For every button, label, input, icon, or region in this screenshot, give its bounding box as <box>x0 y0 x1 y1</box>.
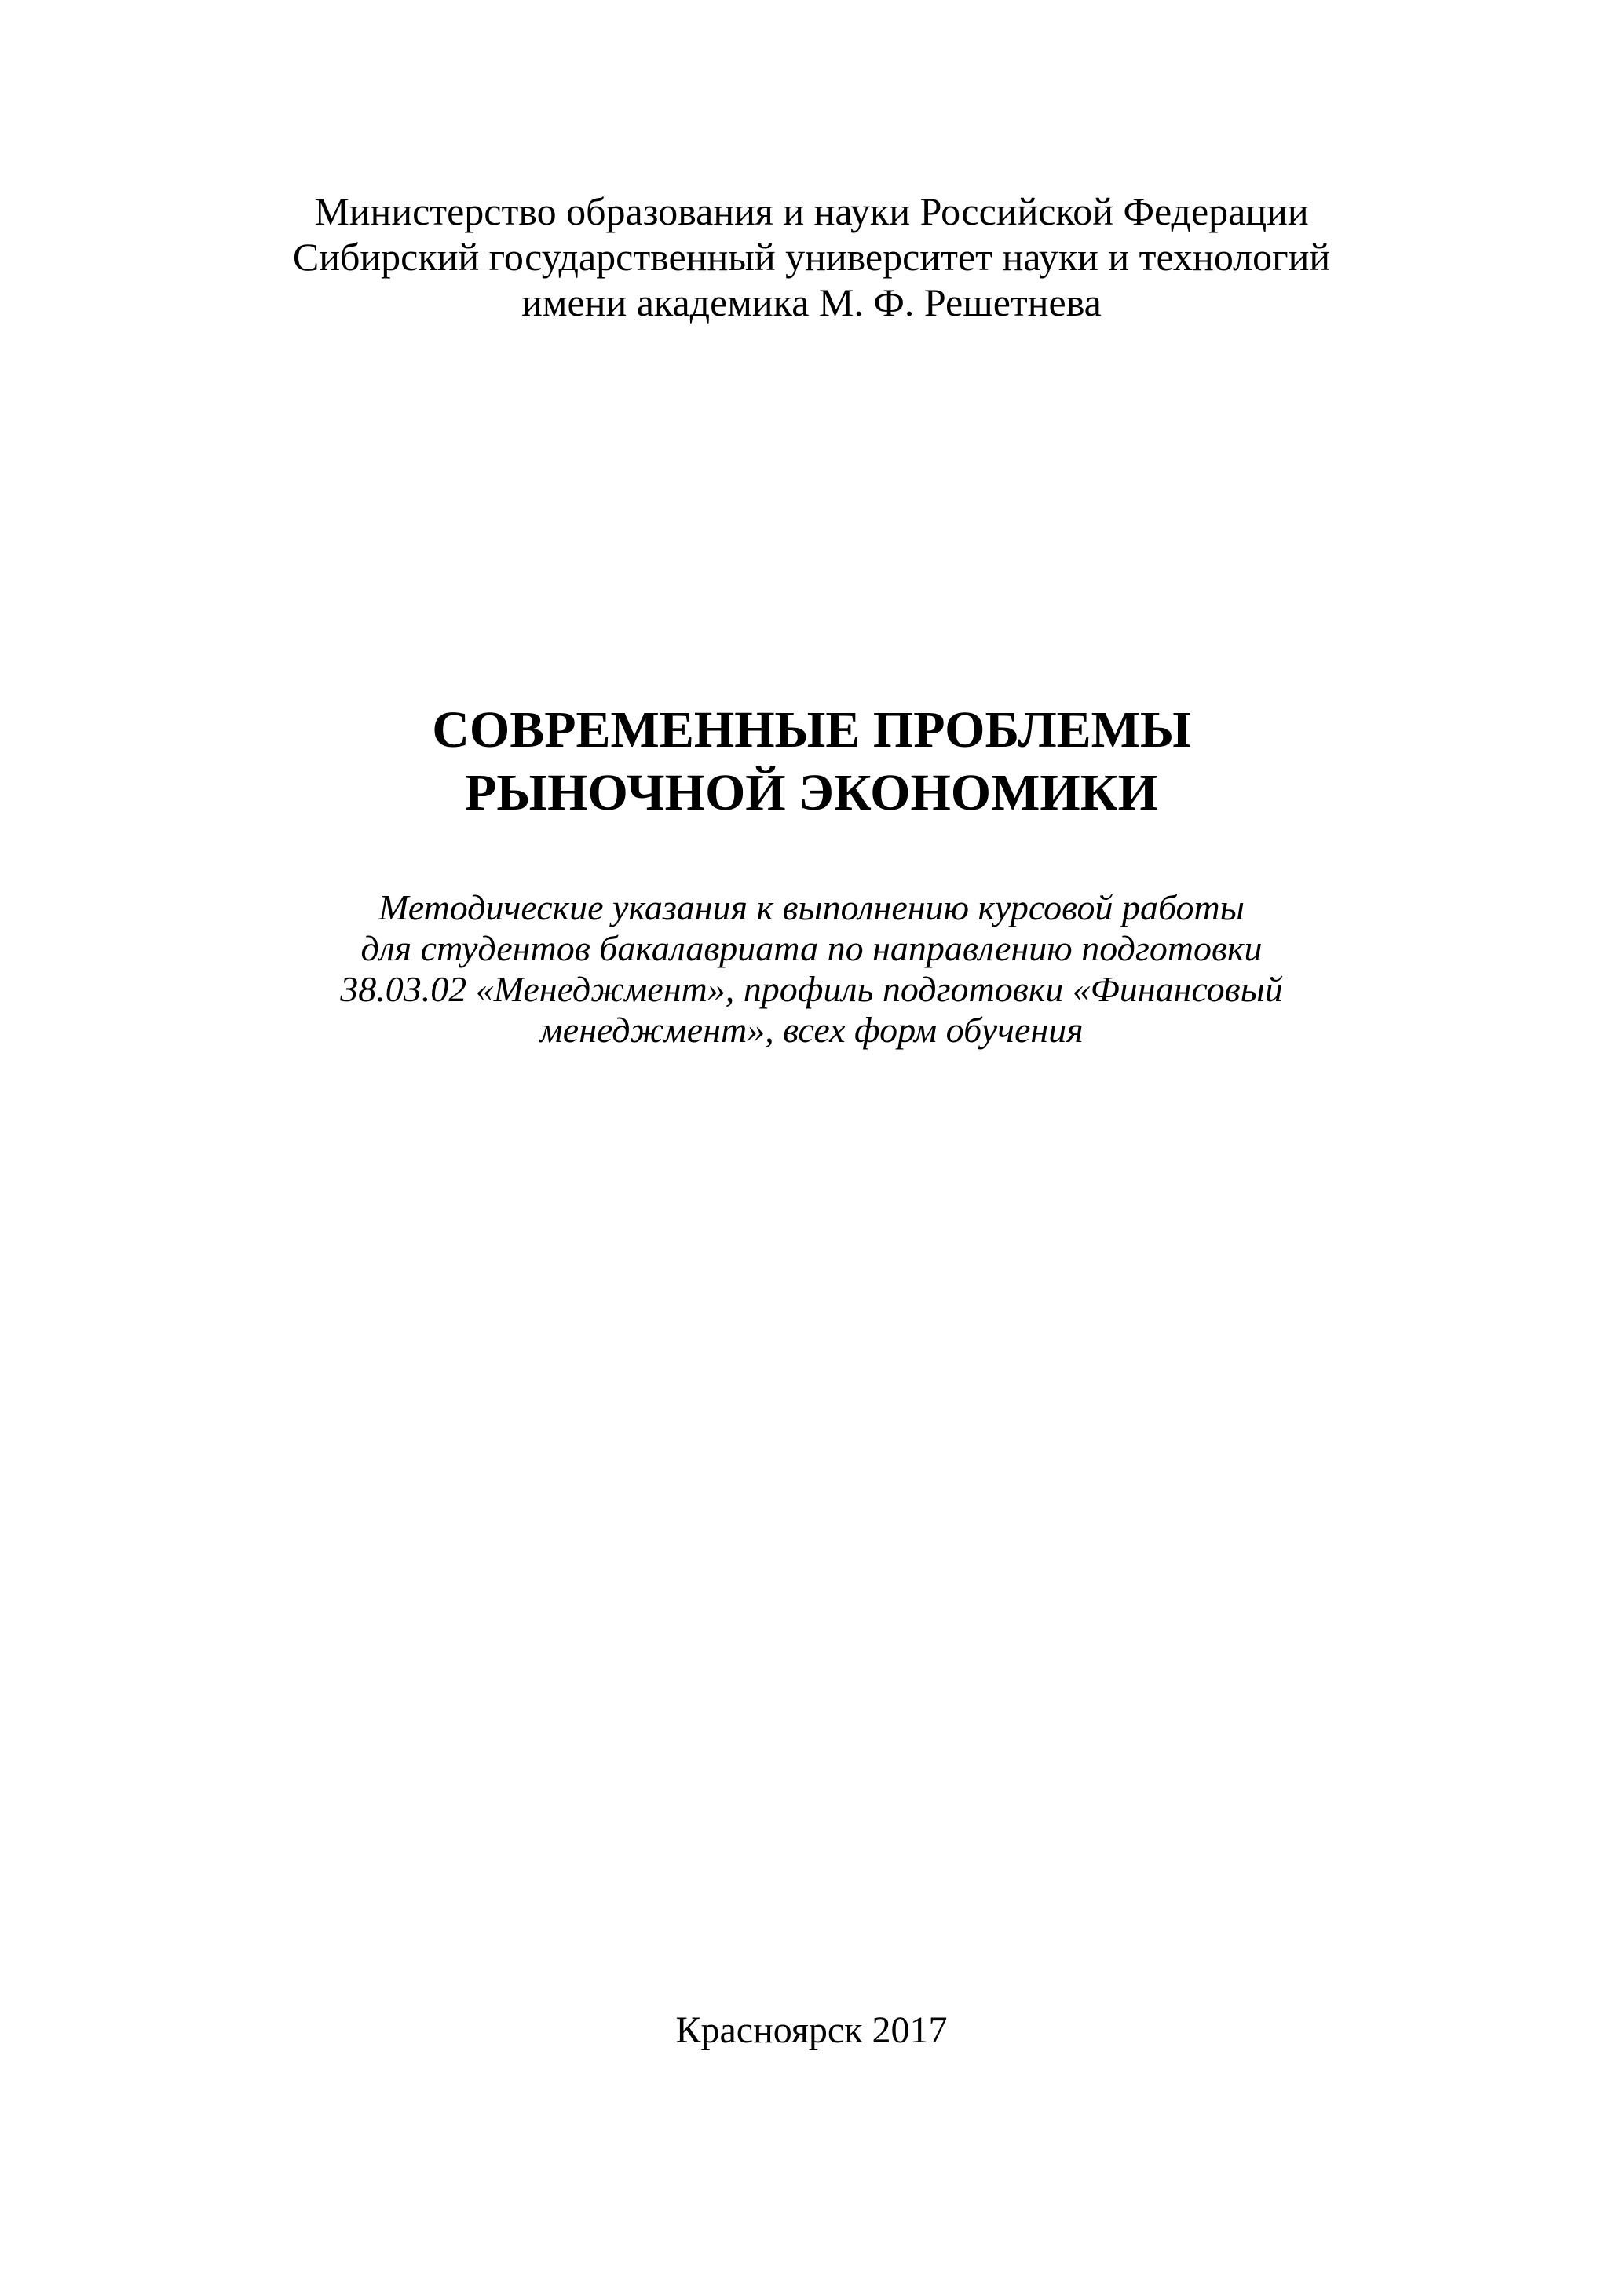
publication-place-year <box>0 2009 1623 2053</box>
city-year: Красноярск 2017 <box>675 2009 948 2051</box>
document-title <box>0 699 1623 824</box>
header-line-named-after: имени академика М. Ф. Решетнева <box>521 280 1102 324</box>
subtitle-line-4: менеджмент», всех форм обучения <box>539 1010 1084 1050</box>
subtitle-line-1: Методические указания к выполнению курсовой работы <box>378 887 1245 927</box>
subtitle-line-3: 38.03.02 «Менеджмент», профиль подготовки «Финансовый <box>340 969 1283 1009</box>
title-line-1: СОВРЕМЕННЫЕ ПРОБЛЕМЫ <box>432 701 1191 759</box>
subtitle-line-2: для студентов бакалавриата по направлению подготовки <box>360 928 1263 968</box>
header-line-ministry: Министерство образования и науки Российской Федерации <box>314 189 1309 233</box>
document-subtitle <box>0 887 1623 1051</box>
institution-header <box>0 188 1623 325</box>
title-line-2: РЫНОЧНОЙ ЭКОНОМИКИ <box>465 764 1158 821</box>
header-line-university: Сибирский государственный университет науки и технологий <box>292 235 1331 279</box>
